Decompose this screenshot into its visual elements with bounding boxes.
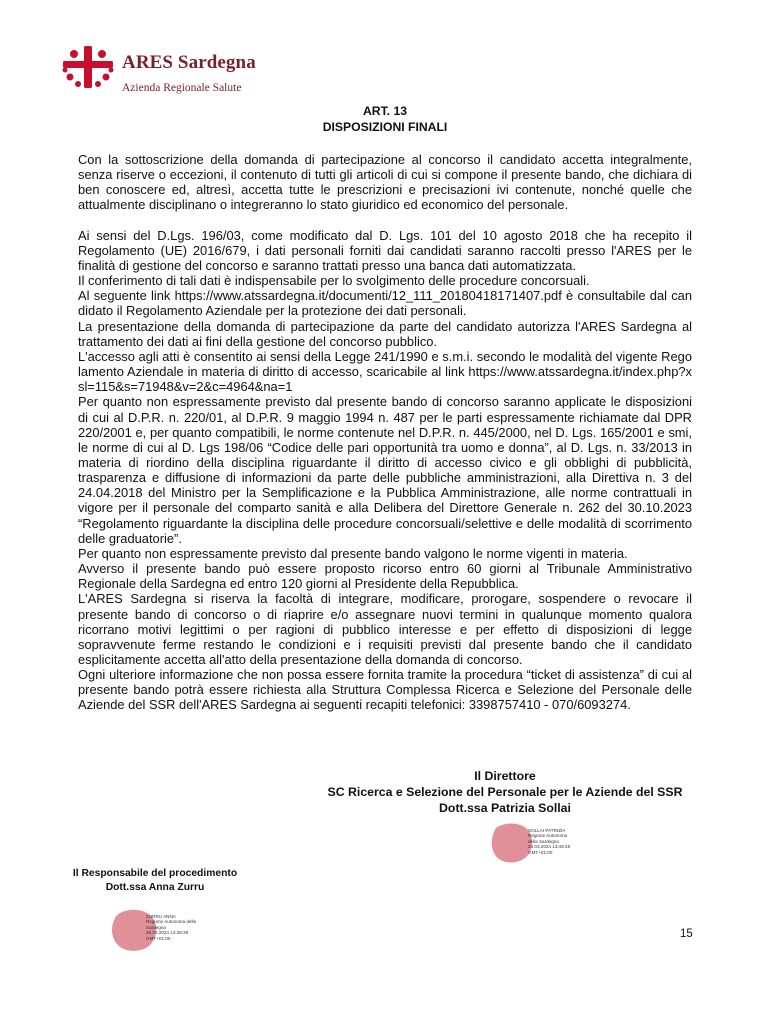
ares-logo bbox=[60, 44, 300, 104]
article-body bbox=[78, 152, 692, 713]
stamp-text: ZURRU ANNA Regione Autonoma della Sardegna 26.03.2024 13:39:39 GMT+01:00 bbox=[146, 914, 197, 941]
responsible-name: Dott.ssa Anna Zurru bbox=[105, 881, 205, 893]
paragraph: La presentazione della domanda di partecipazione da parte del candidato autorizza l'ARES Sardegna al trattamento dei dati ai fini della gestione del concorso pubblico. bbox=[78, 318, 692, 349]
paragraph-privacy-link: Al seguente link https://www.atssardegna.it/documenti/12_111_20180418171407.pdf è consultabile dal candidato il Regolamento Aziendale per la protezione dei dati personali. bbox=[78, 288, 692, 319]
director-digital-signature bbox=[488, 820, 608, 870]
stamp-text: SOLLAI PATRIZIA Regione Autonoma della Sardegna 26.03.2024 13:46:45 GMT+01:00 bbox=[528, 828, 571, 855]
paragraph: Per quanto non espressamente previsto dal presente bando di concorso saranno applicate le disposizioni di cui al D.P.R. n. 220/01, al D.P.R. 9 maggio 1994 n. 487 per le parti espressamente richiamate dal DPR 220/2001 e, per quanto compatibili, le norme contenute nel D.P.R. n. 445/2000, nel D. Lgs. 165/2001 e smi, le norme di cui al D. Lgs 198/06 “Codice delle pari opportunità tra uomo e donna”, al D. Lgs. n. 33/2013 in materia di riordino della disciplina riguardante il diritto di accesso civico e gli obblighi di pubblicità, trasparenza e diffusione di informazioni da parte delle pubbliche amministrazioni, alla Direttiva n. 3 del 24.04.2018 del Ministro per la Semplificazione e la Pubblica Amministrazione, alle norme contrattuali in vigore per il personale del comparto sanità e alla Delibera del Direttore Generale n. 262 del 30.10.2023 “Regolamento riguardante la disciplina delle procedure concorsuali/selettive e delle modalità di scorrimento delle graduatorie”. bbox=[78, 394, 692, 546]
logo-subtitle: Azienda Regionale Salute bbox=[122, 82, 242, 94]
signature-role: Il Direttore bbox=[474, 769, 536, 783]
signature-office: SC Ricerca e Selezione del Personale per le Aziende del SSR bbox=[327, 785, 683, 799]
paragraph: Per quanto non espressamente previsto dal presente bando valgono le norme vigenti in materia. bbox=[78, 545, 628, 561]
signature-name: Dott.ssa Patrizia Sollai bbox=[439, 801, 571, 815]
article-number: ART. 13 bbox=[362, 104, 408, 118]
ares-cross-icon bbox=[60, 44, 116, 90]
responsible-digital-signature bbox=[108, 906, 238, 958]
paragraph: L'ARES Sardegna si riserva la facoltà di integrare, modificare, prorogare, sospendere o revocare il presente bando di concorso o di riaprire e/o assegnare nuovi termini in qualunque momento qualora ricorrano motivi legittimi o per ragioni di pubblico interesse e per effetto di disposizioni di legge sopravvenute ferme restando le condizioni e i requisiti previsti dal presente bando che il candidato esplicitamente accetta all'atto della presentazione della domanda di concorso. bbox=[78, 591, 692, 667]
page-number: 15 bbox=[680, 928, 693, 940]
logo-title: ARES Sardegna bbox=[122, 52, 256, 73]
paragraph-access-link: L'accesso agli atti è consentito ai sensi della Legge 241/1990 e s.m.i. secondo le modalità del vigente Regolamento Aziendale in materia di diritto di accesso, scaricabile al link https://www.atssardegna.it/index.php?xsl=115&s=71948&v=2&c=4964&na=1 bbox=[78, 348, 692, 395]
paragraph: Il conferimento di tali dati è indispensabile per lo svolgimento delle procedure concorsuali. bbox=[78, 273, 590, 289]
responsible-block bbox=[50, 867, 260, 894]
director-signature-block bbox=[290, 768, 720, 816]
paragraph: Avverso il presente bando può essere proposto ricorso entro 60 giorni al Tribunale Amministrativo Regionale della Sardegna ed entro 120 giorni al Presidente della Repubblica. bbox=[78, 561, 692, 592]
article-title: DISPOSIZIONI FINALI bbox=[322, 120, 448, 134]
paragraph: Con la sottoscrizione della domanda di partecipazione al concorso il candidato accetta integralmente, senza riserve o eccezioni, il contenuto di tutti gli articoli di cui si compone il presente bando, che dichiara di ben conoscere ed, altresì, accetta tutte le prescrizioni e precisazioni ivi contenute, nonché quelle che attualmente disciplinano o integreranno lo stato giuridico ed economico del personale. bbox=[78, 152, 692, 213]
paragraph: Ogni ulteriore informazione che non possa essere fornita tramite la procedura “ticket di assistenza” di cui al presente bando potrà essere richiesta alla Struttura Complessa Ricerca e Selezione del Personale delle Aziende del SSR dell'ARES Sardegna ai seguenti recapiti telefonici: 3398757410 - 070/6093274. bbox=[78, 667, 692, 713]
responsible-role: Il Responsabile del procedimento bbox=[72, 868, 238, 879]
paragraph: Ai sensi del D.Lgs. 196/03, come modificato dal D. Lgs. 101 del 10 agosto 2018 che ha recepito il Regolamento (UE) 2016/679, i dati personali forniti dai candidati saranno raccolti presso l'ARES per le finalità di gestione del concorso e saranno trattati presso una banca dati automatizzata. bbox=[78, 227, 692, 273]
article-heading bbox=[0, 103, 770, 135]
